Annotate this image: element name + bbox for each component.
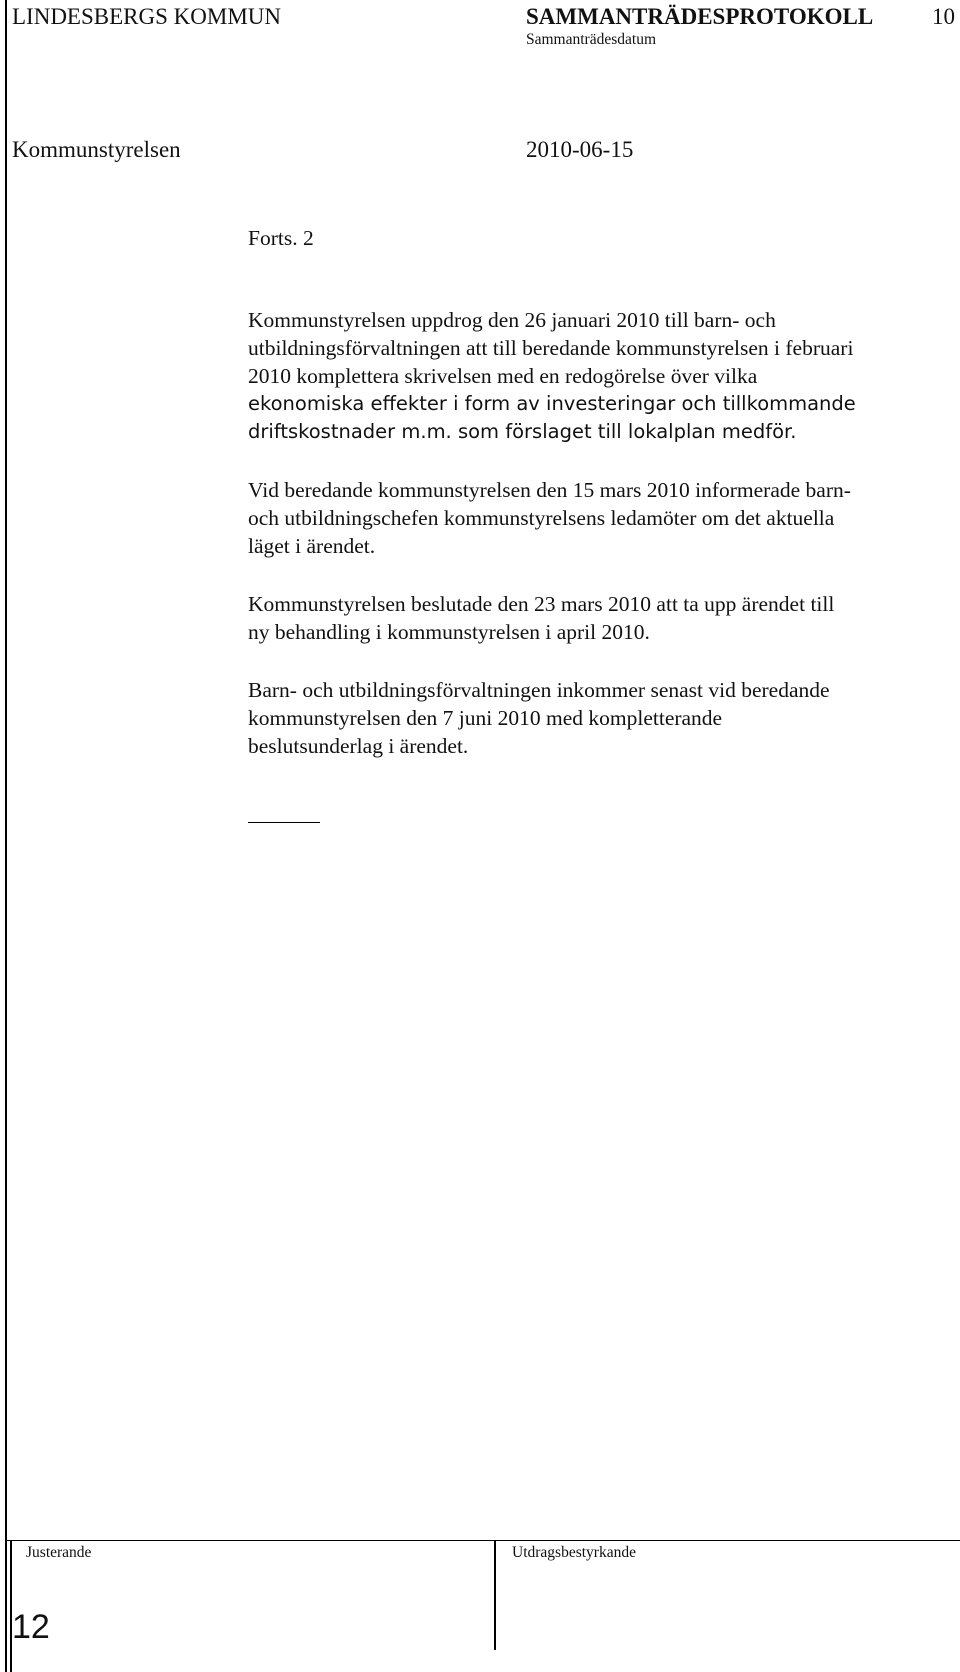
text-line: Barn- och utbildningsförvaltningen inkommer senast vid beredande (248, 678, 830, 702)
text-line: Vid beredande kommunstyrelsen den 15 mars 2010 informerade barn- (248, 478, 851, 502)
document-type: SAMMANTRÄDESPROTOKOLL (526, 4, 874, 29)
text-line: ny behandling i kommunstyrelsen i april 2010. (248, 620, 650, 644)
municipality-name: LINDESBERGS KOMMUN (12, 4, 281, 29)
text-line: kommunstyrelsen den 7 juni 2010 med kompletterande (248, 706, 723, 730)
utdragsbestyrkande-label: Utdragsbestyrkande (512, 1544, 636, 1561)
text-line: Kommunstyrelsen beslutade den 23 mars 2010 att ta upp ärendet till (248, 592, 835, 616)
protocol-page-number: 10 (932, 4, 955, 29)
text-line: utbildningsförvaltningen att till beredande kommunstyrelsen i februari (248, 336, 854, 360)
text-line: beslutsunderlag i ärendet. (248, 734, 469, 758)
justerande-label: Justerande (26, 1544, 92, 1561)
text-line: läget i ärendet. (248, 534, 376, 558)
text-line: ekonomiska effekter i form av investeringar och tillkommande (248, 392, 856, 415)
paragraph (248, 306, 938, 446)
footer-page-number: 12 (12, 1608, 50, 1646)
text-line: Kommunstyrelsen uppdrog den 26 januari 2010 till barn- och (248, 308, 776, 332)
paragraph (248, 676, 938, 760)
text-line: och utbildningschefen kommunstyrelsens ledamöter om det aktuella (248, 506, 835, 530)
footer-rule (5, 1540, 960, 1541)
body-text (248, 306, 938, 790)
end-rule (248, 822, 320, 823)
text-line: 2010 komplettera skrivelsen med en redogörelse över vilka (248, 364, 758, 388)
paragraph (248, 476, 938, 560)
meeting-date-label: Sammanträdesdatum (526, 31, 656, 48)
footer-divider-1 (10, 1540, 12, 1672)
footer-divider-2 (494, 1540, 496, 1650)
meeting-date: 2010-06-15 (526, 137, 634, 162)
left-margin-line (5, 0, 7, 1672)
text-line: driftskostnader m.m. som förslaget till lokalplan medför. (248, 420, 797, 443)
paragraph (248, 590, 938, 646)
board-name: Kommunstyrelsen (12, 137, 181, 162)
continuation-label: Forts. 2 (248, 226, 314, 250)
